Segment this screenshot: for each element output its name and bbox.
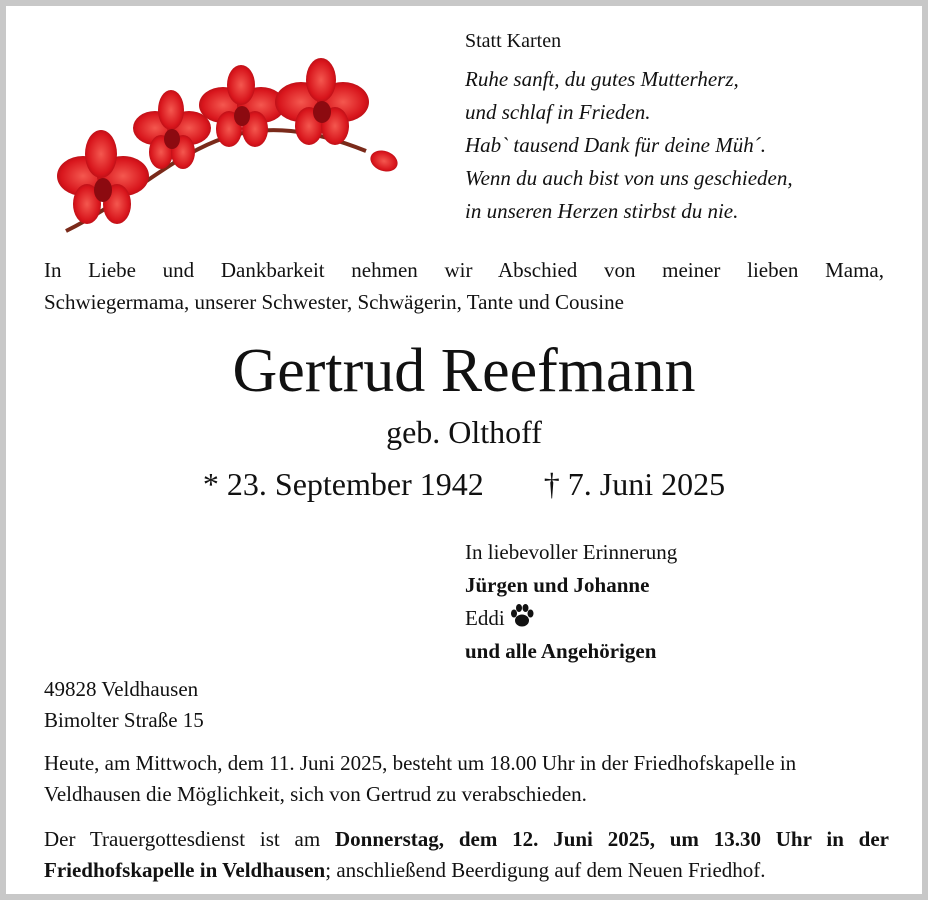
intro-line-1: In Liebe und Dankbarkeit nehmen wir Abschied von meiner lieben Mama, xyxy=(44,258,884,282)
poem-line: Ruhe sanft, du gutes Mutterherz, xyxy=(465,67,739,91)
poem-line: und schlaf in Frieden. xyxy=(465,100,651,124)
birth-date: * 23. September 1942 xyxy=(202,466,484,502)
orchid-icon xyxy=(46,51,406,241)
mourner-line: und alle Angehörigen xyxy=(465,639,657,663)
maiden-name: geb. Olthoff xyxy=(386,414,542,450)
paw-icon xyxy=(509,603,535,629)
life-dates xyxy=(6,461,922,507)
intro-text xyxy=(44,254,884,318)
obituary-card xyxy=(6,6,922,894)
mourner-line-with-paw xyxy=(465,602,677,635)
address-street: Bimolter Straße 15 xyxy=(44,708,204,732)
address xyxy=(44,674,204,736)
poem xyxy=(465,63,793,228)
funeral-notice-bold: Donnerstag, dem 12. Juni 2025, um 13.30 Uhr in der Friedhofskapelle in Veldhausen xyxy=(44,827,889,882)
farewell-notice: Heute, am Mittwoch, dem 11. Juni 2025, besteht um 18.00 Uhr in der Friedhofskapelle in Veldhausen die Möglichkeit, sich von Gertrud zu verabschieden. xyxy=(44,751,797,806)
poem-line: Hab` tausend Dank für deine Müh´. xyxy=(465,133,766,157)
statt-karten-label: Statt Karten xyxy=(465,30,562,52)
address-city: 49828 Veldhausen xyxy=(44,677,199,701)
intro-line-2: Schwiegermama, unserer Schwester, Schwägerin, Tante und Cousine xyxy=(44,290,624,314)
mourners-heading: In liebevoller Erinnerung xyxy=(465,540,678,564)
mourner-pet: Eddi xyxy=(465,606,505,630)
poem-line: in unseren Herzen stirbst du nie. xyxy=(465,199,739,223)
deceased-name: Gertrud Reefmann xyxy=(232,337,696,405)
mourner-line: Jürgen und Johanne xyxy=(465,573,650,597)
funeral-notice xyxy=(44,824,889,886)
poem-line: Wenn du auch bist von uns geschieden, xyxy=(465,166,793,190)
funeral-notice-part: Der Trauergottesdienst ist am xyxy=(44,827,335,851)
death-date: † 7. Juni 2025 xyxy=(543,466,726,502)
funeral-notice-part: ; anschließend Beerdigung auf dem Neuen Friedhof. xyxy=(325,858,766,882)
mourners xyxy=(465,536,677,668)
